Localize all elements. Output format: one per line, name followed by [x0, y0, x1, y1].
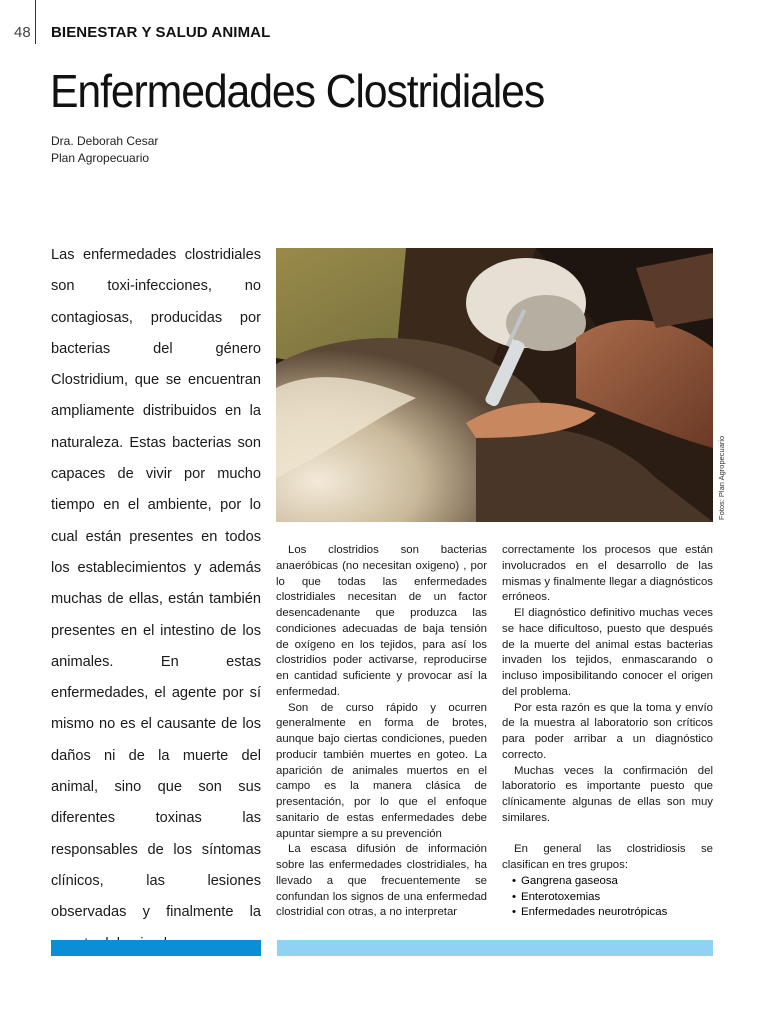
- footer-bar-light: [277, 940, 713, 956]
- author-organization: Plan Agropecuario: [51, 151, 150, 165]
- list-item: • Gangrena gaseosa: [512, 874, 713, 890]
- paragraph: Los clostridios son bacterias anaeróbicas (no necesitan oxigeno) , por lo que todas las enfermedades clostridiales necesitan de un factor desencadenante que produzca las condiciones adecuadas de baja tensión de oxígeno en los tejidos, para así los clostridios poder activarse, reproducirse en cantidad suficiente y provocar así la enfermedad.: [276, 544, 487, 698]
- body-column-2: [502, 543, 713, 921]
- paragraph: correctamente los procesos que están involucrados en el desarrollo de las mismas y finalmente llegar a diagnósticos erróneos.: [502, 544, 713, 604]
- paragraph-spacer: [502, 827, 713, 843]
- article-title: Enfermedades Clostridiales: [50, 65, 545, 117]
- groups-list: [502, 874, 713, 921]
- list-item: • Enfermedades neurotrópicas: [512, 905, 713, 921]
- lead-paragraph: Las enfermedades clostridiales son toxi-infecciones, no contagiosas, producidas por bacterias del género Clostridium, que se encuentran ampliamente distribuidos en la naturaleza. Estas bacterias son capaces de vivir por mucho tiempo en el ambiente, por lo cual están presentes en todos los establecimientos y además muchas de ellas, están también presentes en el intestino de los animales. En estas enfermedades, el agente por sí mismo no es el causante de los daños ni de la muerte del animal, sino que son sus diferentes toxinas las responsables de los síntomas clínicos, las lesiones observadas y finalmente la: [51, 247, 261, 921]
- photo-credit: Fotos: Plan Agropecuario: [717, 435, 726, 520]
- paragraph: Por esta razón es que la toma y envío de la muestra al laboratorio son críticos para poder arribar a un diagnóstico correcto.: [502, 701, 713, 761]
- section-title: BIENESTAR Y SALUD ANIMAL: [51, 24, 271, 41]
- page-number: 48: [14, 24, 31, 41]
- author-block: [51, 133, 158, 167]
- groups-intro: En general las clostridiosis se clasifican en tres grupos:: [502, 843, 713, 871]
- list-item: • Enterotoxemias: [512, 890, 713, 906]
- body-column-1: [276, 543, 487, 921]
- header-divider: [35, 0, 36, 44]
- paragraph: La escasa difusión de información sobre las enfermedades clostridiales, ha llevado a que frecuentemente se confundan los signos de una enfermedad clostridial con otras, a no interpretar: [276, 843, 487, 919]
- paragraph: Son de curso rápido y ocurren generalmente en forma de brotes, aunque bajo ciertas condiciones, pueden producir también muertes en goteo. La aparición de animales muertos en el campo es la manera clásica de presentación, por lo que el enfoque sanitario de estas enfermedades debe apuntar siempre a su prevención: [276, 701, 487, 840]
- vaccination-photo-illustration: [276, 248, 713, 522]
- article-photo: [276, 248, 713, 522]
- author-name: Dra. Deborah Cesar: [51, 134, 159, 148]
- paragraph: El diagnóstico definitivo muchas veces se hace dificultoso, puesto que después de la muerte del animal estas bacterias invaden los tejidos, enmascarando o incluso imposibilitando conocer el origen del problema.: [502, 607, 713, 698]
- footer-bar-dark: [51, 940, 261, 956]
- paragraph: Muchas veces la confirmación del laboratorio es importante puesto que clínicamente algunas de ellas son muy similares.: [502, 764, 713, 824]
